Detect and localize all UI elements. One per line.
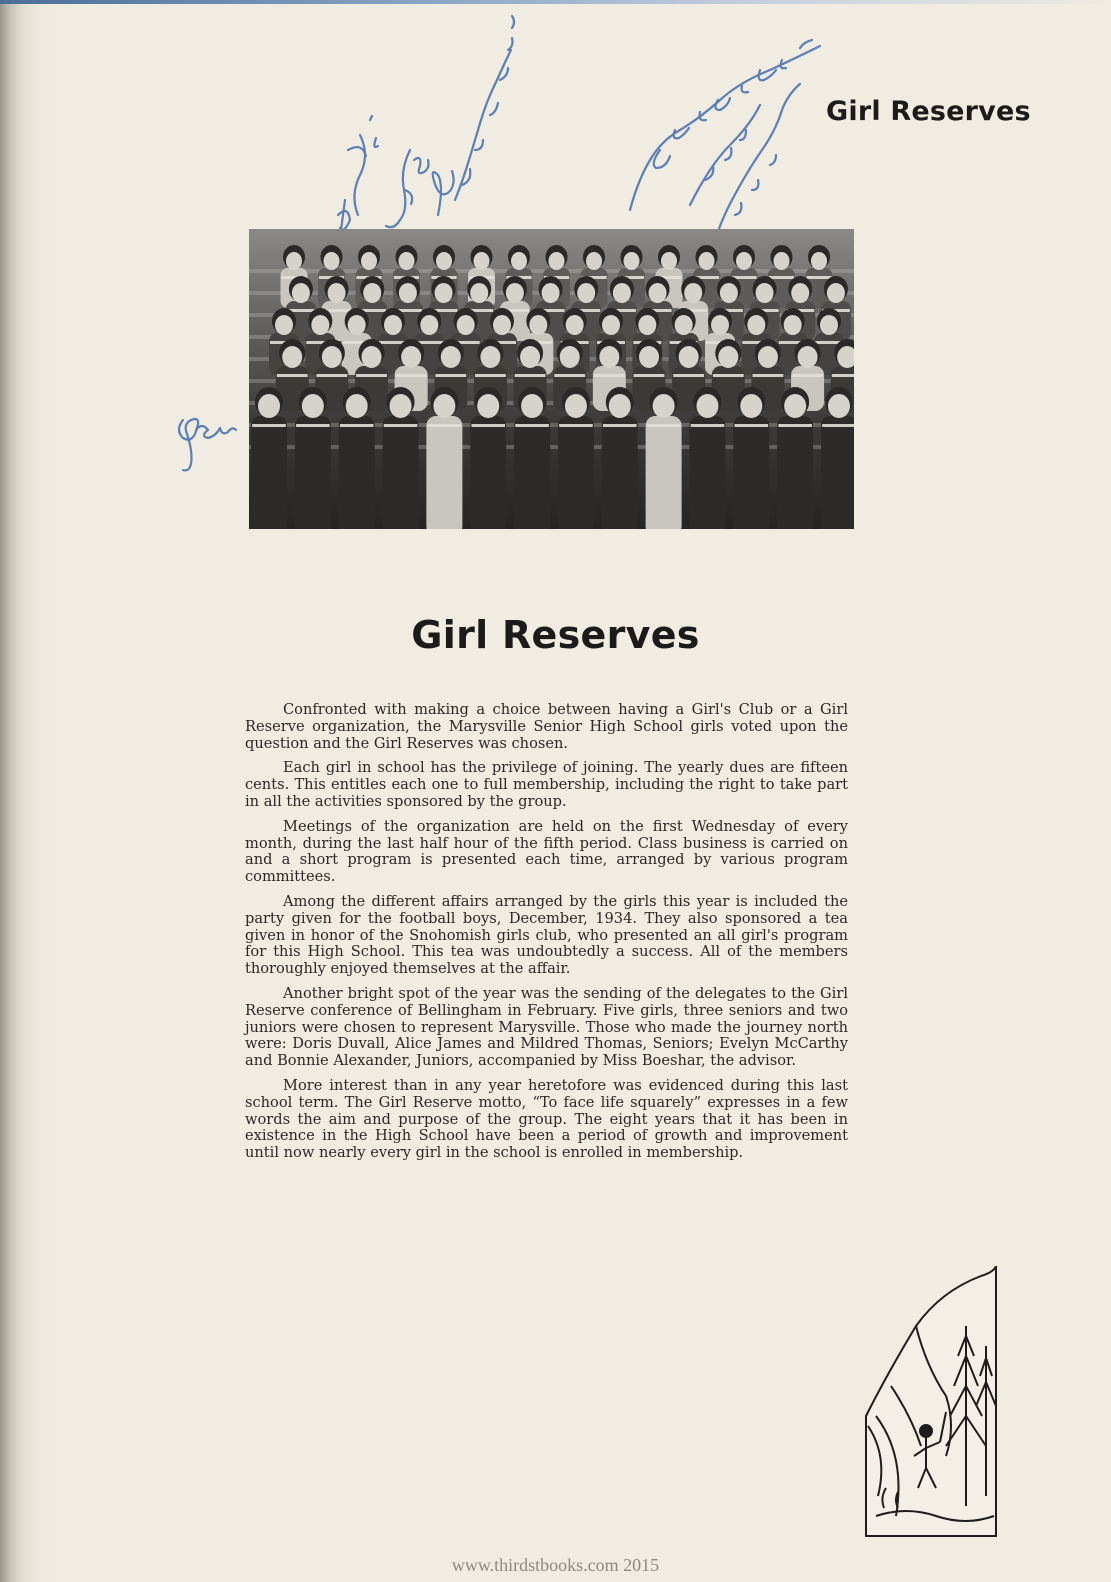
paragraph: Among the different affairs arranged by the girls this year is included the party given for the football boys, December, 1934. They also sponsored a tea given in honor of the Snohomish girls club, who presented an all girl's program for this High School. This tea was undoubtedly a success. All of the members thoroughly enjoyed themselves at the affair. bbox=[245, 892, 848, 978]
forest-hiker-emblem-icon bbox=[846, 1266, 998, 1546]
article-title: Girl Reserves bbox=[411, 613, 700, 657]
paragraph: Confronted with making a choice between having a Girl's Club or a Girl Reserve organization, the Marysville Senior High School girls voted upon the question and the Girl Reserves was chosen. bbox=[245, 701, 848, 752]
paragraph: More interest than in any year heretofore was evidenced during this last school term. The Girl Reserve motto, “To face life squarely” expresses in a few words the aim and purpose of the group. The eight years that it has been in existence in the High School have been a period of growth and improvement until now nearly every girl in the school is enrolled in membership. bbox=[245, 1076, 848, 1162]
paragraph: Each girl in school has the privilege of joining. The yearly dues are fifteen cents. This entitles each one to full membership, including the right to take part in all the activities sponsored by the group. bbox=[245, 759, 848, 810]
group-photo bbox=[249, 229, 854, 529]
paragraph: Another bright spot of the year was the sending of the delegates to the Girl Reserve conference of Bellingham in February. Five girls, three seniors and two juniors were chosen to represent Marysville. Those who made the journey north were: Doris Duvall, Alice James and Mildred Thomas, Seniors; Evelyn McCarthy and Bonnie Alexander, Juniors, accompanied by Miss Boeshar, the advisor. bbox=[245, 984, 848, 1070]
footer-watermark: www.thirdstbooks.com 2015 bbox=[451, 1555, 660, 1575]
section-header: Girl Reserves bbox=[826, 96, 1031, 127]
page-top-edge bbox=[0, 0, 1111, 4]
paragraph: Meetings of the organization are held on the first Wednesday of every month, during the last half hour of the fifth period. Class business is carried on and a short program is presented each time, arranged by various program committees. bbox=[245, 817, 848, 886]
article-body bbox=[245, 702, 848, 1170]
